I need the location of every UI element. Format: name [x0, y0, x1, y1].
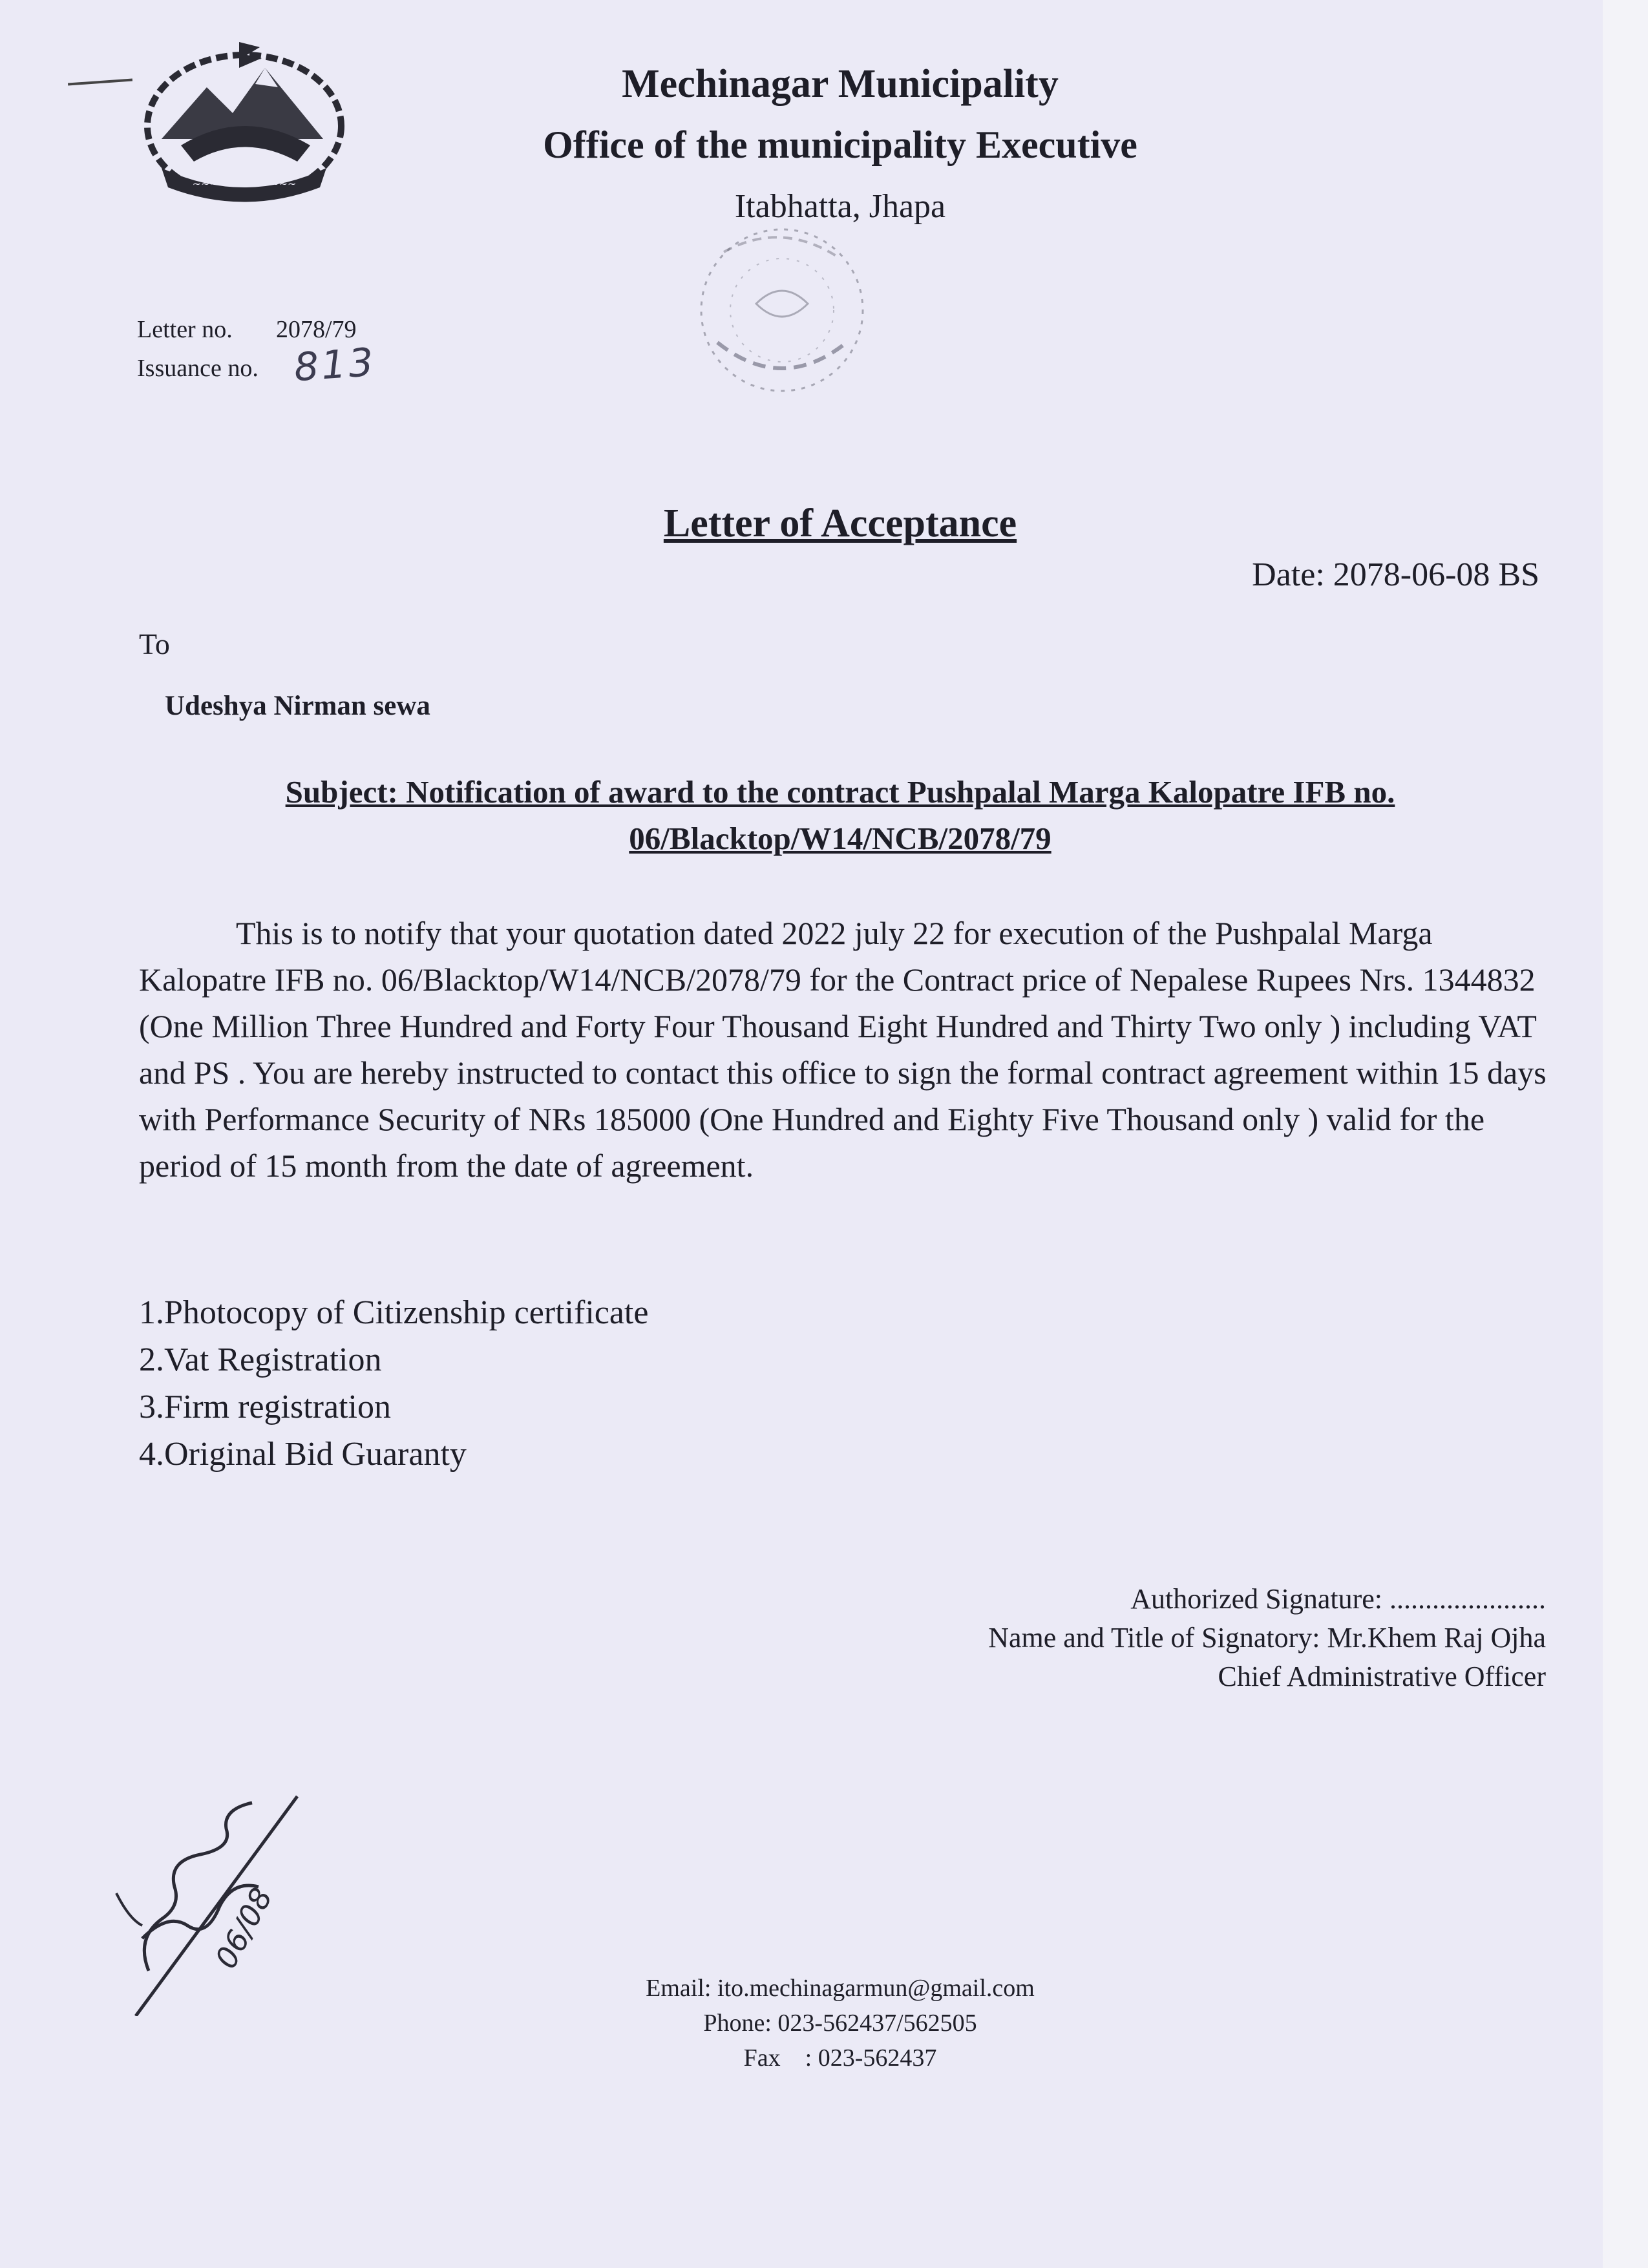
list-item: 3.Firm registration	[139, 1389, 391, 1425]
office-subtitle: Office of the municipality Executive	[543, 123, 1137, 166]
svg-text:~~~~~~~~~~~~: ~~~~~~~~~~~~	[192, 178, 297, 190]
recipient-name: Udeshya Nirman sewa	[165, 691, 430, 721]
issuance-number	[137, 354, 276, 383]
list-item: 2.Vat Registration	[139, 1341, 382, 1378]
letter-number	[137, 315, 357, 344]
to-label: To	[139, 627, 170, 660]
list-item: 1.Photocopy of Citizenship certificate	[139, 1294, 649, 1331]
issuance-number-handwritten: 813	[292, 339, 377, 391]
requirements-list	[139, 1289, 648, 1478]
signature-date: 06/08	[208, 1882, 279, 1975]
handwritten-signature	[103, 1758, 310, 2016]
office-address: Itabhatta, Jhapa	[734, 188, 946, 225]
subject-line-1: Subject: Notification of award to the contract Pushpalal Marga Kalopatre IFB no.	[285, 774, 1395, 810]
letter-title: Letter of Acceptance	[663, 501, 1017, 545]
footer-email: Email: ito.mechinagarmun@gmail.com	[646, 1975, 1035, 2002]
authorized-signature: Authorized Signature: ......................	[1130, 1583, 1546, 1615]
subject-line	[116, 769, 1564, 862]
nepal-emblem-icon	[136, 29, 352, 207]
issuance-number-label: Issuance no.	[137, 355, 259, 382]
list-item: 4.Original Bid Guaranty	[139, 1436, 467, 1473]
office-name: Mechinagar Municipality	[622, 62, 1059, 106]
body-paragraph: This is to notify that your quotation dated 2022 july 22 for execution of the Pushpalal Marga Kalopatre IFB no. 06/Blacktop/W14/NCB/2078/79 for the Contract price of Nepalese Rupees Nrs. 1344832 (One Million Three Hundred and Forty Four Thousand Eight Hundred and Thirty Two only ) including VAT and PS . You are hereby instructed to contact this office to sign the formal contract agreement within 15 days with Performance Security of NRs 185000 (One Hundred and Eighty Five Thousand only ) valid for the period of 15 month from the date of agreement.	[139, 915, 1547, 1184]
footer-fax: Fax : 023-562437	[743, 2044, 937, 2072]
letter-number-value: 2078/79	[276, 316, 357, 343]
subject-line-2: 06/Blacktop/W14/NCB/2078/79	[629, 821, 1051, 856]
signatory-block	[988, 1580, 1546, 1696]
signatory-position: Chief Administrative Officer	[1218, 1661, 1546, 1692]
letter-body	[139, 910, 1564, 1189]
letter-date: Date: 2078-06-08 BS	[1252, 556, 1539, 593]
scan-edge	[1603, 0, 1648, 2268]
letter-number-label: Letter no.	[137, 316, 233, 343]
contact-footer	[517, 1971, 1163, 2075]
footer-phone: Phone: 023-562437/562505	[703, 2010, 977, 2037]
office-seal-stamp	[679, 213, 885, 414]
signatory-name: Name and Title of Signatory: Mr.Khem Raj Ojha	[988, 1622, 1546, 1654]
